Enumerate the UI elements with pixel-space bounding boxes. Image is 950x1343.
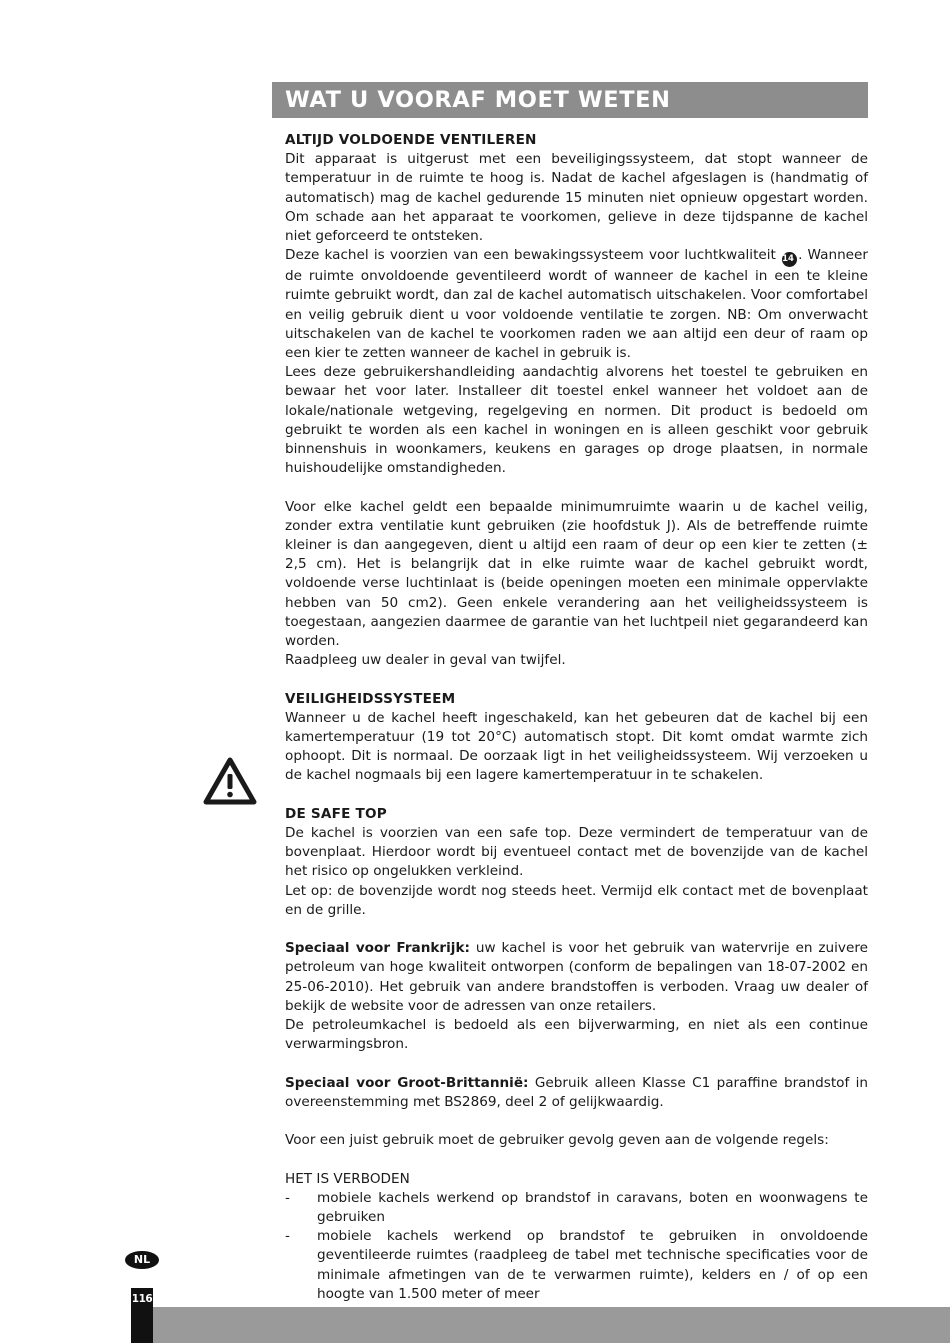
list-dash: - [285,1228,290,1245]
section-heading-safety-system: VEILIGHEIDSSYSTEEM [285,690,456,707]
paragraph: Voor elke kachel geldt een bepaalde minimumruimte waarin u de kachel veilig, zonder extra ventilatie kunt gebruiken (zie hoofdstuk J). Als de betreffende ruimte kleiner is dan aangegeven, dient u altijd een raam of deur op een kier te zetten (± 2,5 cm). Het is belangrijk dat in elke ruimte waar de kachel gebruikt wordt, voldoende verse luchtinlaat is (beide openingen moeten een minimale oppervlakte hebben van 50 cm2). Geen enkele verandering aan het veiligheidssysteem is toegestaan, aangezien daarmee de garantie van het luchtpeil niet gegarandeerd kan worden. [285,498,868,650]
list-dash: - [285,1189,290,1206]
paragraph: Raadpleeg uw dealer in geval van twijfel. [285,652,566,669]
reference-number-badge: 14 [782,252,797,267]
list-item [285,1189,868,1227]
paragraph-text: Gebruik alleen Klasse C1 paraffine brandstof in overeenstemming met BS2869, deel 2 of gelijkwaardig. [285,1074,868,1110]
list-item-text: mobiele kachels werkend op brandstof in caravans, boten en woonwagens te gebruiken [317,1189,868,1226]
paragraph-text: Deze kachel is voorzien van een bewakingssysteem voor luchtkwaliteit [285,247,776,264]
list-item-text: mobiele kachels werkend op brandstof te gebruiken in onvoldoende geventileerde ruimtes (raadpleeg de tabel met technische specificaties voor de minimale afmetingen van de te verwarmen ruimte), kelders en / of op een hoogte van 1.500 meter of meer [317,1228,868,1302]
paragraph: Lees deze gebruikershandleiding aandachtig alvorens het toestel te gebruiken en bewaar het voor later. Installeer dit toestel enkel wanneer het voldoet aan de lokale/nationale wetgeving, regelgeving en normen. Dit product is bedoeld om gebruikt te worden als een kachel in woningen en is alleen geschikt voor gebruik binnenshuis in woonkamers, keukens en garages op droge plaatsen, in normale huishoudelijke omstandigheden. [285,364,868,477]
uk-label: Speciaal voor Groot-Brittannië: [285,1074,529,1091]
paragraph-text: . Wanneer de ruimte onvoldoende geventileerd wordt of wanneer de kachel in een te kleine ruimte gebruikt wordt, dan zal de kachel automatisch uitschakelen. Voor comfortabel en veilig gebruik dient u voor voldoende ventilatie te zorgen. NB: Om onverwacht uitschakelen van de kachel te voorkomen raden we aan altijd een deur of raam op een kier te zetten wanneer de kachel in gebruik is. [285,247,868,362]
warning-triangle-icon [203,757,257,805]
footer-bar [153,1307,950,1343]
section-heading-ventilation: ALTIJD VOLDOENDE VENTILEREN [285,132,537,148]
paragraph-uk [285,1074,868,1112]
list-item [285,1227,868,1304]
paragraph-france [285,939,868,1016]
rules-intro: Voor een juist gebruik moet de gebruiker gevolg geven aan de volgende regels: [285,1132,829,1149]
page-number: 116 [131,1293,153,1305]
paragraph: De petroleumkachel is bedoeld als een bijverwarming, en niet als een continue verwarmingsbron. [285,1017,868,1053]
page-title: WAT U VOORAF MOET WETEN [272,82,868,118]
paragraph: Dit apparaat is uitgerust met een beveiligingssysteem, dat stopt wanneer de temperatuur in de ruimte te hoog is. Nadat de kachel afgeslagen is (handmatig of automatisch) mag de kachel gedurende 15 minuten niet opnieuw opgestart worden. Om schade aan het apparaat te voorkomen, gelieve in deze tijdspanne de kachel niet geforceerd te ontsteken. [285,151,868,245]
france-label: Speciaal voor Frankrijk: [285,940,470,957]
paragraph [285,246,868,363]
section-heading-safe-top: DE SAFE TOP [285,805,387,822]
forbidden-heading: HET IS VERBODEN [285,1170,410,1187]
paragraph: Wanneer u de kachel heeft ingeschakeld, kan het gebeuren dat de kachel bij een kamertemperatuur (19 tot 20°C) automatisch stopt. Dit komt omdat warmte zich ophoopt. Dit is normaal. De oorzaak ligt in het veiligheidssysteem. Wij verzoeken u de kachel nogmaals bij een lagere kamertemperatuur in te schakelen. [285,709,868,784]
paragraph: Let op: de bovenzijde wordt nog steeds heet. Vermijd elk contact met de bovenplaat en de grille. [285,882,868,918]
paragraph-text: uw kachel is voor het gebruik van watervrije en zuivere petroleum van hoge kwaliteit ontworpen (conform de bepalingen van 18-07-2002 en 25-06-2010). Het gebruik van andere brandstoffen is verboden. Vraag uw dealer of bekijk de website voor de adressen van onze retailers. [285,940,868,1014]
language-badge: NL [125,1251,159,1269]
main-content [285,131,868,1304]
paragraph: De kachel is voorzien van een safe top. Deze vermindert de temperatuur van de bovenplaat. Hierdoor wordt bij eventueel contact met de bovenzijde van de kachel het risico op ongelukken verkleind. [285,825,868,880]
